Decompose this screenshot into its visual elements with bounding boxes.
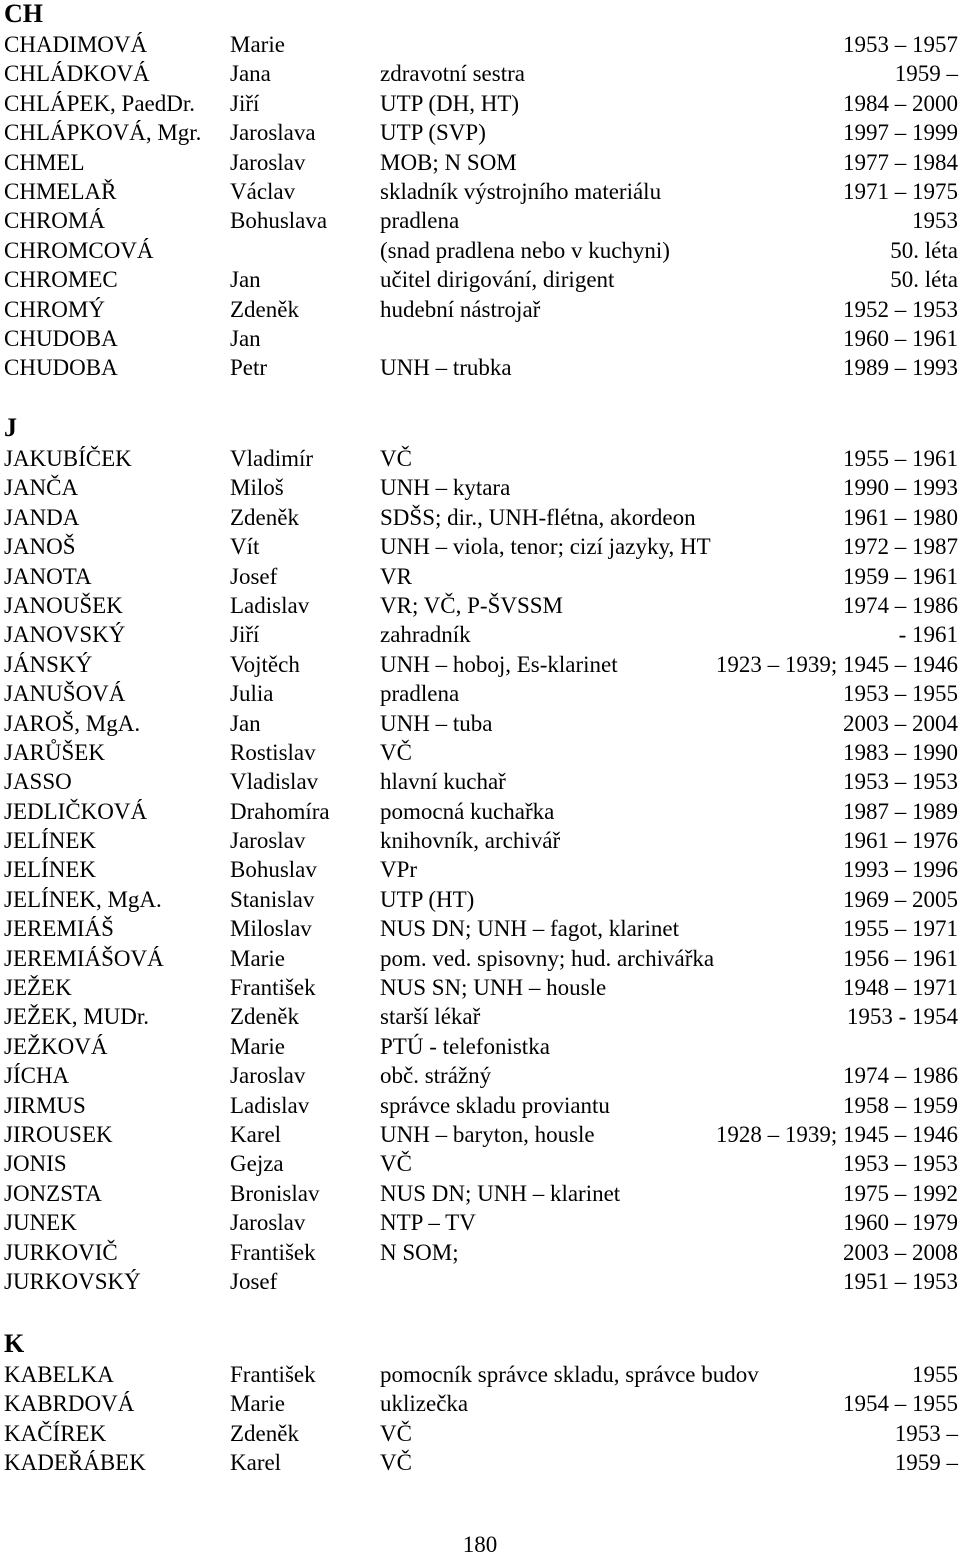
years-cell: 1997 – 1999	[843, 120, 958, 146]
section-k	[0, 1330, 960, 1478]
entry-row	[0, 1120, 960, 1149]
years-cell: 1960 – 1979	[843, 1210, 958, 1236]
entry-row	[0, 444, 960, 473]
role-cell: NUS SN; UNH – housle	[380, 975, 607, 1001]
first-name-cell: Vladimír	[230, 446, 314, 471]
entry-row	[0, 295, 960, 324]
surname-cell: JANOUŠEK	[4, 592, 123, 618]
surname-cell: JANUŠOVÁ	[4, 681, 126, 707]
years-cell: 1953 –	[894, 1420, 958, 1446]
entry-row	[0, 503, 960, 532]
first-name-cell: František	[230, 1239, 316, 1265]
years-cell: 1959 –	[894, 61, 958, 87]
role-cell: MOB; N SOM	[380, 149, 517, 175]
entry-row	[0, 1448, 960, 1477]
surname-cell: JIROUSEK	[4, 1121, 113, 1147]
role-cell: UTP (HT)	[380, 886, 475, 912]
role-cell: UNH – hoboj, Es-klarinet	[380, 651, 618, 677]
surname-cell: JÍCHA	[4, 1063, 70, 1089]
years-cell: 50. léta	[890, 237, 958, 263]
years-cell: 1989 – 1993	[843, 355, 958, 381]
role-cell: uklizečka	[380, 1391, 469, 1417]
surname-cell: JONZSTA	[4, 1180, 102, 1206]
surname-cell: JEŽKOVÁ	[4, 1033, 108, 1059]
first-name-cell: Miloslav	[230, 916, 312, 942]
first-name-cell: Marie	[230, 1391, 285, 1417]
first-name-cell: Ladislav	[230, 592, 310, 618]
section-j	[0, 414, 960, 1296]
first-name-cell: Josef	[230, 1268, 278, 1294]
first-name-cell: Jan	[230, 710, 261, 736]
entry-row	[0, 1002, 960, 1031]
first-name-cell: Marie	[230, 32, 285, 57]
years-cell: 1956 – 1961	[843, 945, 958, 971]
first-name-cell: Jana	[230, 61, 271, 87]
entry-list	[0, 444, 960, 1296]
role-cell: hlavní kuchař	[380, 769, 506, 795]
role-cell: UTP (DH, HT)	[380, 90, 520, 116]
entry-row	[0, 738, 960, 767]
entry-row	[0, 826, 960, 855]
role-cell: NUS DN; UNH – klarinet	[380, 1180, 621, 1206]
first-name-cell: Zdeněk	[230, 504, 299, 530]
first-name-cell: Jiří	[230, 90, 260, 116]
surname-cell: JIRMUS	[4, 1092, 86, 1118]
first-name-cell: Jaroslav	[230, 828, 306, 854]
first-name-cell: Drahomíra	[230, 798, 330, 824]
section-letter: CH	[4, 0, 43, 28]
surname-cell: CHLÁPKOVÁ, Mgr.	[4, 120, 202, 146]
role-cell: UNH – kytara	[380, 475, 511, 501]
entry-row	[0, 562, 960, 591]
first-name-cell: Stanislav	[230, 886, 315, 912]
first-name-cell: Jaroslav	[230, 149, 306, 175]
entry-row	[0, 944, 960, 973]
role-cell: N SOM;	[380, 1239, 459, 1265]
role-cell: VPr	[380, 857, 418, 883]
first-name-cell: Jan	[230, 325, 261, 351]
surname-cell: JEŽEK, MUDr.	[4, 1004, 150, 1030]
role-cell: knihovník, archivář	[380, 828, 561, 854]
entry-row	[0, 620, 960, 649]
entry-row	[0, 709, 960, 738]
entry-row	[0, 855, 960, 884]
surname-cell: JURKOVSKÝ	[4, 1268, 141, 1294]
years-cell: 1923 – 1939; 1945 – 1946	[715, 651, 958, 677]
first-name-cell: Gejza	[230, 1151, 284, 1177]
surname-cell: JÁNSKÝ	[4, 651, 93, 677]
entry-row	[0, 1267, 960, 1296]
role-cell: NTP – TV	[380, 1210, 476, 1236]
first-name-cell: Karel	[230, 1450, 282, 1476]
years-cell: 1928 – 1939; 1945 – 1946	[715, 1121, 958, 1147]
years-cell: 50. léta	[890, 267, 958, 293]
years-cell: 1990 – 1993	[843, 475, 958, 501]
years-cell: 1955 – 1971	[843, 916, 958, 942]
role-cell: VČ	[380, 446, 412, 471]
role-cell: SDŠS; dir., UNH-flétna, akordeon	[380, 504, 696, 530]
entry-row	[0, 324, 960, 353]
role-cell: PTÚ - telefonistka	[380, 1033, 550, 1059]
role-cell: VČ	[380, 1420, 412, 1446]
years-cell: 1953 – 1955	[843, 681, 958, 707]
years-cell: 1977 – 1984	[843, 149, 958, 175]
role-cell: VR	[380, 563, 412, 589]
years-cell: 1958 – 1959	[843, 1092, 958, 1118]
surname-cell: CHADIMOVÁ	[4, 32, 148, 57]
years-cell: 2003 – 2004	[843, 710, 958, 736]
entry-row	[0, 89, 960, 118]
surname-cell: CHROMÁ	[4, 208, 105, 234]
surname-cell: JELÍNEK, MgA.	[4, 886, 162, 912]
entry-row	[0, 650, 960, 679]
first-name-cell: Rostislav	[230, 739, 316, 765]
first-name-cell: Zdeněk	[230, 1004, 299, 1030]
years-cell: 1953 – 1953	[843, 769, 958, 795]
first-name-cell: Zdeněk	[230, 296, 299, 322]
first-name-cell: Karel	[230, 1121, 282, 1147]
surname-cell: KABELKA	[4, 1362, 114, 1387]
years-cell: 1975 – 1992	[843, 1180, 958, 1206]
years-cell: 1953 - 1954	[846, 1004, 958, 1030]
role-cell: UNH – baryton, housle	[380, 1121, 595, 1147]
years-cell: 1952 – 1953	[843, 296, 958, 322]
entry-row	[0, 885, 960, 914]
entry-row	[0, 1208, 960, 1237]
first-name-cell: Jaroslav	[230, 1210, 306, 1236]
years-cell: 1959 –	[894, 1450, 958, 1476]
first-name-cell: Bronislav	[230, 1180, 320, 1206]
entry-row	[0, 1419, 960, 1448]
role-cell: pom. ved. spisovny; hud. archivářka	[380, 945, 715, 971]
entry-row	[0, 797, 960, 826]
surname-cell: CHMELAŘ	[4, 178, 117, 204]
years-cell: 1959 – 1961	[843, 563, 958, 589]
role-cell: pradlena	[380, 208, 460, 234]
role-cell: UNH – trubka	[380, 355, 512, 381]
first-name-cell: Vojtěch	[230, 651, 300, 677]
first-name-cell: Vít	[230, 534, 260, 560]
surname-cell: JANOŠ	[4, 534, 76, 560]
section-letter: J	[4, 413, 17, 442]
surname-cell: KABRDOVÁ	[4, 1391, 135, 1417]
role-cell: pomocná kuchařka	[380, 798, 555, 824]
first-name-cell: Marie	[230, 1033, 285, 1059]
page-number: 180	[462, 1532, 498, 1557]
entry-row	[0, 206, 960, 235]
years-cell: 1955 – 1961	[843, 446, 958, 471]
years-cell: 1951 – 1953	[843, 1268, 958, 1294]
section-letter: K	[4, 1329, 25, 1358]
surname-cell: JEREMIÁŠOVÁ	[4, 945, 164, 971]
first-name-cell: František	[230, 975, 316, 1001]
years-cell: - 1961	[898, 622, 958, 648]
years-cell: 1983 – 1990	[843, 739, 958, 765]
entry-row	[0, 679, 960, 708]
first-name-cell: Bohuslav	[230, 857, 317, 883]
first-name-cell: Petr	[230, 355, 268, 381]
entry-row	[0, 1389, 960, 1418]
years-cell: 1987 – 1989	[843, 798, 958, 824]
years-cell: 1955	[912, 1362, 958, 1387]
entry-row	[0, 265, 960, 294]
first-name-cell: Josef	[230, 563, 278, 589]
surname-cell: JEREMIÁŠ	[4, 916, 114, 942]
first-name-cell: Marie	[230, 945, 285, 971]
years-cell: 1984 – 2000	[843, 90, 958, 116]
years-cell: 1961 – 1980	[843, 504, 958, 530]
first-name-cell: Julia	[230, 681, 274, 707]
surname-cell: CHROMÝ	[4, 296, 105, 322]
first-name-cell: Vladislav	[230, 769, 319, 795]
first-name-cell: Ladislav	[230, 1092, 310, 1118]
entry-row	[0, 1091, 960, 1120]
surname-cell: JANOVSKÝ	[4, 622, 126, 648]
years-cell: 1961 – 1976	[843, 828, 958, 854]
years-cell: 1953	[912, 208, 958, 234]
role-cell: VČ	[380, 1450, 412, 1476]
entry-row	[0, 30, 960, 59]
role-cell: UNH – tuba	[380, 710, 493, 736]
years-cell: 1953 – 1953	[843, 1151, 958, 1177]
surname-cell: KADEŘÁBEK	[4, 1450, 146, 1476]
role-cell: VR; VČ, P-ŠVSSM	[380, 592, 564, 618]
entry-list	[0, 30, 960, 383]
role-cell: UTP (SVP)	[380, 120, 486, 146]
role-cell: VČ	[380, 1151, 412, 1177]
surname-cell: JEDLIČKOVÁ	[4, 798, 148, 824]
entry-row	[0, 767, 960, 796]
role-cell: NUS DN; UNH – fagot, klarinet	[380, 916, 679, 942]
entry-row	[0, 1032, 960, 1061]
section-ch	[0, 0, 960, 383]
role-cell: starší lékař	[380, 1004, 481, 1030]
entry-row	[0, 1360, 960, 1389]
surname-cell: JUNEK	[4, 1210, 77, 1236]
surname-cell: CHUDOBA	[4, 355, 118, 381]
entry-list	[0, 1360, 960, 1478]
surname-cell: CHROMCOVÁ	[4, 237, 154, 263]
entry-row	[0, 177, 960, 206]
years-cell: 1954 – 1955	[843, 1391, 958, 1417]
role-cell: obč. strážný	[380, 1063, 492, 1089]
years-cell: 1972 – 1987	[843, 534, 958, 560]
years-cell: 1974 – 1986	[843, 592, 958, 618]
surname-cell: JANOTA	[4, 563, 92, 589]
years-cell: 1969 – 2005	[843, 886, 958, 912]
years-cell: 1948 – 1971	[843, 975, 958, 1001]
surname-cell: JURKOVIČ	[4, 1239, 118, 1265]
years-cell: 1971 – 1975	[843, 178, 958, 204]
first-name-cell: Jaroslava	[230, 120, 316, 146]
entry-row	[0, 1238, 960, 1267]
entry-row	[0, 1149, 960, 1178]
surname-cell: JELÍNEK	[4, 857, 96, 883]
surname-cell: JEŽEK	[4, 975, 72, 1001]
surname-cell: JARŮŠEK	[4, 739, 105, 765]
entry-row	[0, 591, 960, 620]
years-cell: 2003 – 2008	[843, 1239, 958, 1265]
role-cell: učitel dirigování, dirigent	[380, 267, 615, 293]
entry-row	[0, 973, 960, 1002]
entry-row	[0, 914, 960, 943]
first-name-cell: Václav	[230, 178, 296, 204]
surname-cell: JANČA	[4, 475, 79, 501]
surname-cell: JAKUBÍČEK	[4, 446, 132, 471]
entry-row	[0, 532, 960, 561]
years-cell: 1960 – 1961	[843, 325, 958, 351]
entry-row	[0, 1061, 960, 1090]
role-cell: skladník výstrojního materiálu	[380, 178, 662, 204]
surname-cell: CHROMEC	[4, 267, 118, 293]
first-name-cell: Zdeněk	[230, 1420, 299, 1446]
role-cell: správce skladu proviantu	[380, 1092, 610, 1118]
years-cell: 1974 – 1986	[843, 1063, 958, 1089]
first-name-cell: Jiří	[230, 622, 260, 648]
role-cell: VČ	[380, 739, 412, 765]
surname-cell: JONIS	[4, 1151, 67, 1177]
role-cell: (snad pradlena nebo v kuchyni)	[380, 237, 670, 263]
entry-row	[0, 118, 960, 147]
role-cell: pradlena	[380, 681, 460, 707]
surname-cell: CHLÁDKOVÁ	[4, 61, 150, 87]
surname-cell: CHUDOBA	[4, 325, 118, 351]
entry-row	[0, 59, 960, 88]
first-name-cell: Jan	[230, 267, 261, 293]
entry-row	[0, 473, 960, 502]
first-name-cell: Jaroslav	[230, 1063, 306, 1089]
surname-cell: JELÍNEK	[4, 828, 96, 854]
role-cell: zahradník	[380, 622, 471, 648]
entry-row	[0, 1179, 960, 1208]
role-cell: zdravotní sestra	[380, 61, 525, 87]
entry-row	[0, 353, 960, 382]
first-name-cell: František	[230, 1362, 316, 1387]
role-cell: pomocník správce skladu, správce budov	[380, 1362, 759, 1387]
first-name-cell: Bohuslava	[230, 208, 328, 234]
role-cell: UNH – viola, tenor; cizí jazyky, HT	[380, 534, 711, 560]
role-cell: hudební nástrojař	[380, 296, 541, 322]
first-name-cell: Miloš	[230, 475, 284, 501]
surname-cell: CHMEL	[4, 149, 85, 175]
years-cell: 1953 – 1957	[843, 32, 958, 57]
entry-row	[0, 148, 960, 177]
surname-cell: JAROŠ, MgA.	[4, 710, 141, 736]
surname-cell: JASSO	[4, 769, 72, 795]
surname-cell: JANDA	[4, 504, 80, 530]
years-cell: 1993 – 1996	[843, 857, 958, 883]
entry-row	[0, 236, 960, 265]
surname-cell: KAČÍREK	[4, 1420, 107, 1446]
surname-cell: CHLÁPEK, PaedDr.	[4, 90, 196, 116]
